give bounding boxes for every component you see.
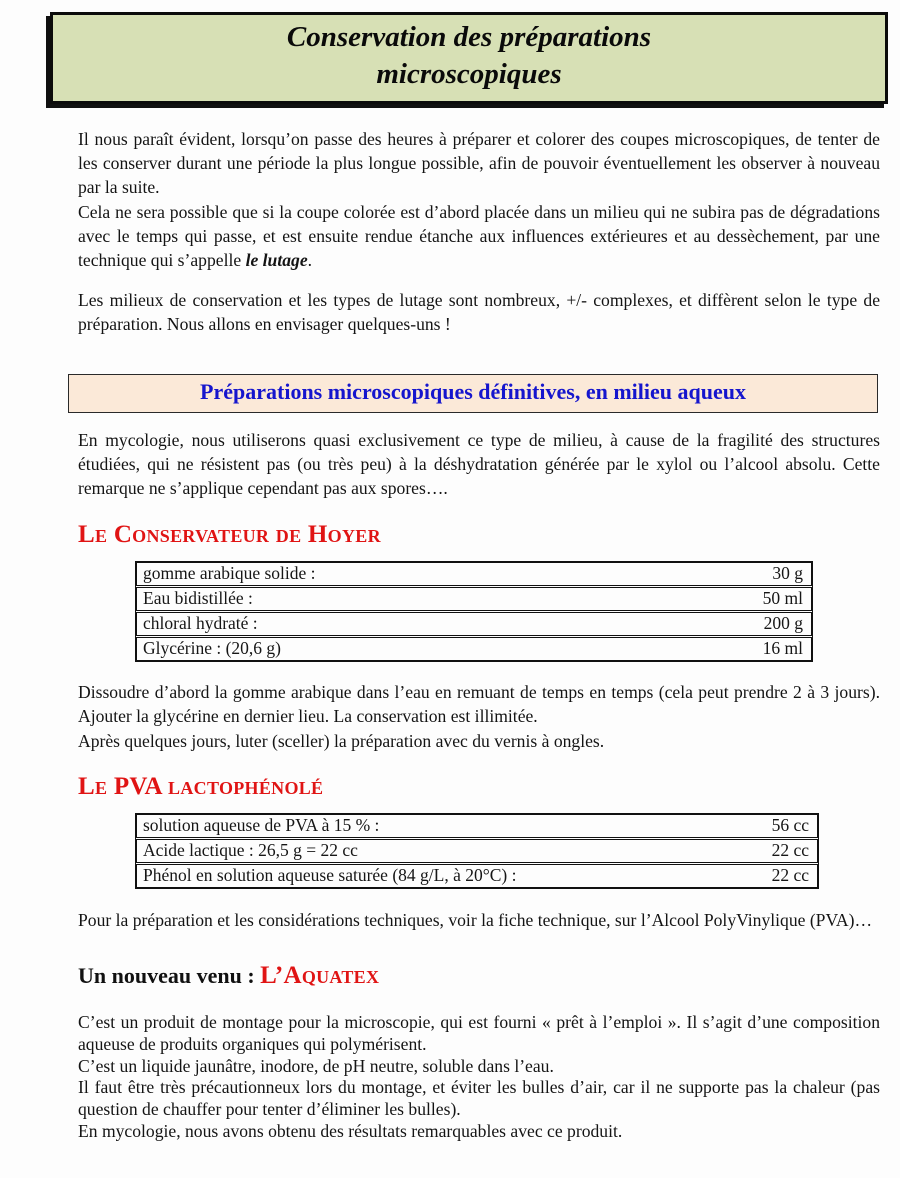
ingredient-amount: 50 ml (762, 588, 803, 609)
ingredient-amount: 200 g (763, 613, 803, 634)
aquatex-description (78, 1012, 880, 1143)
table-row (136, 562, 812, 586)
document-body (78, 127, 880, 1143)
intro-paragraph-1: Il nous paraît évident, lorsqu’on passe des heures à préparer et colorer des coupes microscopiques, de tenter de les conserver durant une période la plus longue possible, afin de pouvoir éventuellement les observer à nouveau par la suite. (78, 129, 880, 198)
hoyer-note-2: Après quelques jours, luter (sceller) la préparation avec du vernis à ongles. (78, 730, 605, 751)
section-intro-paragraph: En mycologie, nous utiliserons quasi exclusivement ce type de milieu, à cause de la fragilité des structures étudiées, qui ne résistent pas (ou très peu) à la déshydratation générée par le xylol ou l’alcool absolu. Cette remarque ne s’applique cependant pas aux spores…. (78, 429, 880, 499)
ingredient-label: Acide lactique : 26,5 g = 22 cc (143, 839, 358, 860)
ingredient-label: Eau bidistillée : (143, 588, 253, 609)
ingredient-label: gomme arabique solide : (143, 563, 316, 584)
ingredient-label: Glycérine : (20,6 g) (143, 638, 282, 659)
aquatex-line-4: En mycologie, nous avons obtenu des résultats remarquables avec ce produit. (78, 1121, 623, 1142)
section-header-title: Préparations microscopiques définitives, en milieu aqueux (200, 378, 746, 404)
lutage-emphasis: le lutage (245, 250, 308, 271)
pva-heading: Le PVA lactophénolé (78, 772, 324, 800)
hoyer-recipe-table (135, 561, 813, 662)
table-row (136, 612, 812, 636)
intro-paragraph-3: Les milieux de conservation et les types de lutage sont nombreux, +/- complexes, et diffèrent selon le type de préparation. Nous allons en envisager quelques-uns ! (78, 290, 880, 335)
ingredient-amount: 56 cc (771, 814, 809, 835)
hoyer-heading: Le Conservateur de Hoyer (78, 521, 381, 549)
aquatex-line-1: C’est un produit de montage pour la microscopie, qui est fourni « prêt à l’emploi ». Il s’agit d’une composition aqueuse de produits organiques qui polymérisent. (78, 1012, 880, 1054)
document-title-line-1: Conservation des préparations (286, 21, 652, 53)
pva-note: Pour la préparation et les considérations techniques, voir la fiche technique, sur l’Alcool PolyVinylique (PVA)… (78, 909, 873, 930)
section-header-box (68, 374, 878, 413)
table-row (136, 814, 818, 838)
ingredient-amount: 16 ml (762, 638, 803, 659)
ingredient-amount: 22 cc (771, 839, 809, 860)
aquatex-line-3: Il faut être très précautionneux lors du montage, et éviter les bulles d’air, car il ne supporte pas la chaleur (pas question de chauffer pour tenter d’éliminer les bulles). (78, 1077, 880, 1120)
table-row (136, 839, 818, 863)
ingredient-amount: 30 g (772, 563, 803, 584)
ingredient-label: chloral hydraté : (143, 613, 258, 634)
aquatex-line-2: C’est un liquide jaunâtre, inodore, de pH neutre, soluble dans l’eau. (78, 1055, 554, 1076)
hoyer-note-1: Dissoudre d’abord la gomme arabique dans l’eau en remuant de temps en temps (cela peut prendre 2 à 3 jours). Ajouter la glycérine en dernier lieu. La conservation est illimitée. (78, 682, 880, 727)
aquatex-product-name: L’Aquatex (260, 962, 380, 990)
intro-paragraph-2 (78, 200, 880, 273)
table-row (136, 637, 812, 661)
intro-paragraph-2-text: Cela ne sera possible que si la coupe colorée est d’abord placée dans un milieu qui ne subira pas de dégradations avec le temps qui passe, et est ensuite rendue étanche aux influences extérieures et au dessèchement, par une technique qui s’appelle (78, 201, 880, 271)
intro-paragraph-2-end: . (307, 250, 313, 271)
title-box (50, 12, 888, 104)
table-row (136, 864, 818, 888)
aquatex-heading (78, 962, 880, 993)
document-title-line-2: microscopiques (376, 58, 562, 90)
ingredient-label: solution aqueuse de PVA à 15 % : (143, 814, 380, 835)
ingredient-label: Phénol en solution aqueuse saturée (84 g/L, à 20°C) : (143, 864, 517, 885)
ingredient-amount: 22 cc (771, 864, 809, 885)
table-row (136, 587, 812, 611)
aquatex-heading-label: Un nouveau venu : (78, 963, 261, 989)
pva-recipe-table (135, 813, 819, 889)
